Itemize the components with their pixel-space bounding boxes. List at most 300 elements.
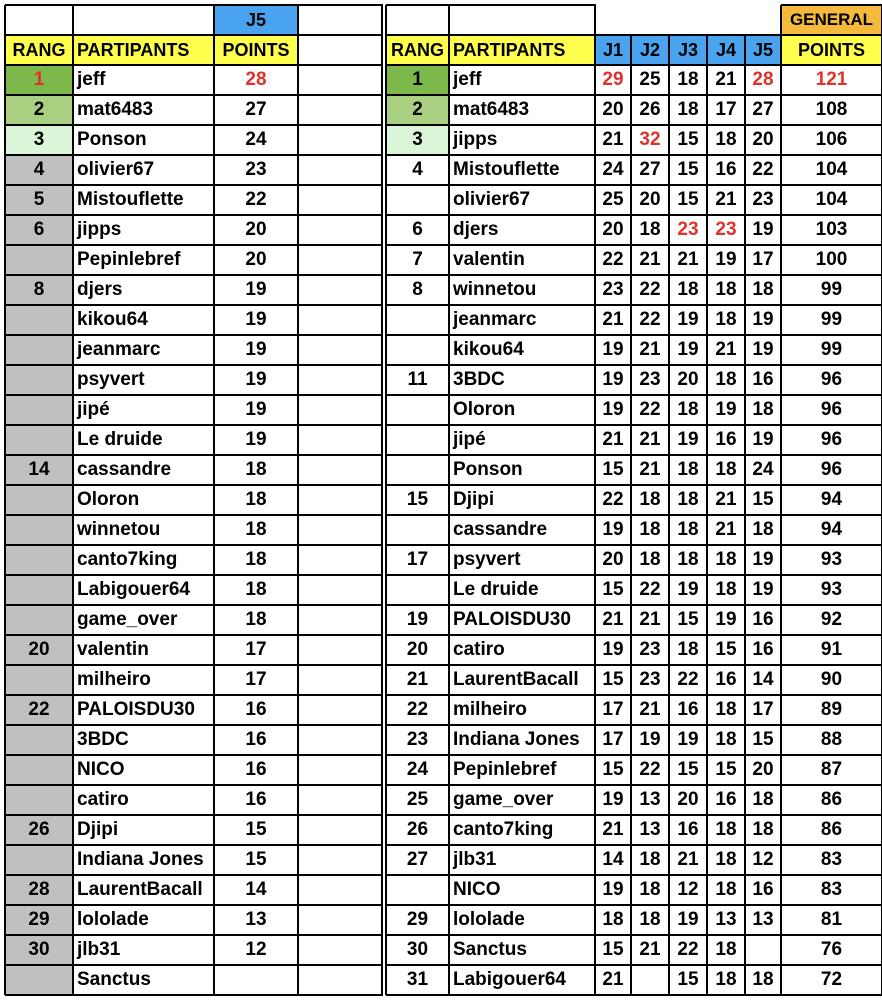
right-row-total: 91 (820, 639, 843, 660)
right-row-name: jipé (453, 429, 486, 450)
right-row-j4-score: 13 (715, 909, 737, 930)
right-row-j3-score: 16 (677, 819, 699, 840)
right-header-points: POINTS (797, 40, 865, 60)
grid-hline (298, 934, 383, 936)
grid-hline (298, 394, 383, 396)
right-row-j4-score: 18 (715, 879, 737, 900)
right-row-rank: 19 (406, 609, 429, 630)
right-row-name: NICO (453, 879, 501, 900)
grid-hline (298, 874, 383, 876)
right-row-j5-score: 27 (752, 99, 774, 120)
left-row-points: 28 (245, 69, 267, 90)
right-row-j4-score: 18 (715, 279, 737, 300)
grid-hline (298, 694, 383, 696)
left-row-points: 19 (245, 369, 267, 390)
left-row-rank (5, 725, 73, 755)
grid-hline (298, 994, 383, 996)
right-row-j3-score: 19 (677, 309, 699, 330)
right-row-name: jeanmarc (453, 309, 537, 330)
right-row-j1-score: 21 (602, 969, 624, 990)
right-row-j5-score: 18 (752, 399, 774, 420)
left-row-points: 20 (245, 249, 267, 270)
left-row-name: jipé (77, 399, 110, 420)
grid-hline (298, 754, 383, 756)
right-row-total: 83 (820, 849, 843, 870)
left-row-rank: 6 (33, 219, 45, 240)
left-row-points: 19 (245, 339, 267, 360)
right-row-total: 94 (820, 489, 843, 510)
grid-hline (298, 304, 383, 306)
right-row-j1-score: 20 (602, 549, 624, 570)
right-row-total: 96 (820, 369, 843, 390)
right-row-j2-score: 22 (639, 759, 661, 780)
right-row-j3-score: 19 (677, 729, 699, 750)
left-row-rank (5, 575, 73, 605)
left-row-name: canto7king (77, 549, 178, 570)
right-row-j2-score (631, 965, 669, 995)
right-row-j4-score: 18 (715, 549, 737, 570)
left-row-points: 18 (245, 489, 267, 510)
right-row-j5-score: 12 (752, 849, 774, 870)
left-row-points: 13 (245, 909, 267, 930)
right-row-j5-score: 19 (752, 579, 774, 600)
grid-hline (298, 784, 383, 786)
right-row-j5-score: 22 (752, 159, 774, 180)
right-row-j5-score: 17 (752, 249, 774, 270)
left-row-rank: 3 (33, 129, 45, 150)
right-row-j2-score: 26 (639, 99, 661, 120)
left-row-name: PALOISDU30 (77, 699, 195, 720)
left-row-points: 16 (245, 729, 267, 750)
right-row-j2-score: 21 (639, 249, 661, 270)
right-row-name: cassandre (453, 519, 548, 540)
right-row-j4-score: 17 (715, 99, 737, 120)
right-row-j1-score: 19 (602, 789, 624, 810)
left-row-rank: 26 (28, 819, 50, 840)
left-row-points: 19 (245, 279, 267, 300)
right-row-rank (386, 395, 449, 425)
right-row-name: jlb31 (453, 849, 497, 870)
spreadsheet (5, 5, 882, 995)
right-row-j2-score: 22 (639, 399, 661, 420)
grid-hline (298, 334, 383, 336)
left-row-name: Mistouflette (77, 189, 184, 210)
right-row-j4-score: 18 (715, 459, 737, 480)
right-row-name: Mistouflette (453, 159, 560, 180)
right-row-rank: 15 (406, 489, 429, 510)
right-row-j3-score: 19 (677, 579, 699, 600)
grid-hline (298, 514, 383, 516)
right-row-j3-score: 23 (677, 219, 699, 240)
right-row-j2-score: 22 (639, 279, 661, 300)
right-row-total: 87 (820, 759, 843, 780)
grid-hline (298, 904, 383, 906)
right-row-j5-score: 19 (752, 339, 774, 360)
right-row-j3-score: 15 (677, 159, 699, 180)
right-row-j4-score: 19 (715, 249, 737, 270)
right-row-j1-score: 24 (602, 159, 624, 180)
right-row-rank: 17 (406, 549, 429, 570)
right-row-j5-score: 24 (752, 459, 774, 480)
left-row-rank: 4 (33, 159, 45, 180)
right-row-j5-score: 18 (752, 819, 774, 840)
right-row-rank (386, 425, 449, 455)
left-row-name: lololade (77, 909, 149, 930)
right-row-j3-score: 18 (677, 459, 699, 480)
right-row-j2-score: 21 (639, 339, 661, 360)
left-row-name: jeanmarc (77, 339, 161, 360)
left-row-points: 16 (245, 699, 267, 720)
left-row-rank (5, 395, 73, 425)
right-row-j2-score: 18 (639, 549, 661, 570)
left-row-points: 27 (245, 99, 267, 120)
grid-hline (298, 154, 383, 156)
grid-hline (298, 814, 383, 816)
right-header-j3: J3 (677, 40, 699, 60)
left-row-points: 19 (245, 429, 267, 450)
grid-hline (298, 34, 383, 36)
right-row-name: lololade (453, 909, 525, 930)
left-row-points: 17 (245, 639, 267, 660)
right-row-name: 3BDC (453, 369, 505, 390)
right-row-j5-score: 28 (752, 69, 774, 90)
left-row-points: 20 (245, 219, 267, 240)
left-row-name: Oloron (77, 489, 140, 510)
right-row-rank (386, 305, 449, 335)
left-row-rank (5, 665, 73, 695)
right-row-total: 100 (815, 249, 848, 270)
grid-hline (298, 4, 383, 6)
right-row-j2-score: 18 (639, 909, 661, 930)
grid-hline (298, 964, 383, 966)
right-row-j4-score: 18 (715, 939, 737, 960)
right-row-j1-score: 14 (602, 849, 624, 870)
right-row-j1-score: 15 (602, 939, 624, 960)
right-row-j3-score: 20 (677, 369, 699, 390)
grid-hline (298, 274, 383, 276)
left-row-name: Labigouer64 (77, 579, 190, 600)
grid-hline (298, 364, 383, 366)
left-row-points: 19 (245, 399, 267, 420)
right-row-rank (386, 875, 449, 905)
right-row-name: catiro (453, 639, 505, 660)
right-row-j4-score: 19 (715, 399, 737, 420)
left-row-rank: 2 (33, 99, 45, 120)
right-row-name: Ponson (453, 459, 523, 480)
left-row-rank (5, 515, 73, 545)
right-row-total: 90 (820, 669, 843, 690)
right-row-j5-score: 16 (752, 879, 774, 900)
right-row-rank: 29 (406, 909, 429, 930)
right-row-rank: 26 (406, 819, 429, 840)
grid-hline (298, 544, 383, 546)
right-row-j3-score: 18 (677, 279, 699, 300)
right-row-j4-score: 21 (715, 489, 737, 510)
right-row-j1-score: 19 (602, 519, 624, 540)
right-row-j1-score: 15 (602, 669, 624, 690)
right-row-rank: 8 (412, 279, 423, 300)
grid-hline (298, 604, 383, 606)
right-row-rank: 1 (412, 69, 423, 90)
left-row-points: 18 (245, 609, 267, 630)
grid-hline (298, 124, 383, 126)
right-row-j5-score: 19 (752, 219, 774, 240)
right-row-j3-score: 18 (677, 99, 699, 120)
grid-hline (298, 634, 383, 636)
left-row-name: 3BDC (77, 729, 129, 750)
left-row-points: 18 (245, 579, 267, 600)
right-row-j2-score: 20 (639, 189, 661, 210)
right-row-j4-score: 21 (715, 69, 737, 90)
right-row-j2-score: 18 (639, 519, 661, 540)
right-row-total: 93 (820, 579, 843, 600)
right-row-rank: 6 (412, 219, 423, 240)
right-row-j3-score: 18 (677, 639, 699, 660)
right-row-j2-score: 22 (639, 309, 661, 330)
right-row-name: jeff (453, 69, 482, 90)
right-header-rang: RANG (391, 40, 444, 60)
right-header-j1: J1 (602, 40, 624, 60)
right-row-j5-score: 15 (752, 489, 774, 510)
right-row-j4-score: 15 (715, 639, 737, 660)
left-row-name: kikou64 (77, 309, 148, 330)
right-row-total: 83 (820, 879, 843, 900)
right-row-j4-score: 16 (715, 429, 737, 450)
right-row-j5-score: 15 (752, 729, 774, 750)
right-row-j3-score: 15 (677, 129, 699, 150)
right-row-j2-score: 25 (639, 69, 661, 90)
right-row-j5-score: 20 (752, 129, 774, 150)
left-row-points: 22 (245, 189, 267, 210)
left-row-name: Le druide (77, 429, 163, 450)
right-row-rank: 4 (412, 159, 423, 180)
left-row-rank: 30 (28, 939, 50, 960)
right-row-j1-score: 18 (602, 909, 624, 930)
right-row-total: 93 (820, 549, 843, 570)
right-row-j1-score: 19 (602, 639, 624, 660)
right-row-j4-score: 18 (715, 969, 737, 990)
right-row-j2-score: 32 (639, 129, 661, 150)
left-row-rank (5, 545, 73, 575)
right-row-total: 72 (820, 969, 843, 990)
grid-hline (298, 664, 383, 666)
right-row-rank: 31 (406, 969, 429, 990)
left-row-name: valentin (77, 639, 149, 660)
left-row-rank: 29 (28, 909, 50, 930)
right-header-j2: J2 (639, 40, 661, 60)
right-row-j3-score: 15 (677, 189, 699, 210)
right-row-j2-score: 21 (639, 609, 661, 630)
right-row-j4-score: 16 (715, 159, 737, 180)
right-row-rank: 24 (406, 759, 429, 780)
right-row-name: PALOISDU30 (453, 609, 571, 630)
left-row-points: 18 (245, 459, 267, 480)
right-row-j5-score: 18 (752, 279, 774, 300)
right-row-total: 86 (820, 819, 843, 840)
right-row-rank: 23 (406, 729, 429, 750)
left-row-rank (5, 485, 73, 515)
right-row-total: 76 (820, 939, 843, 960)
grid-hline (298, 724, 383, 726)
right-row-rank: 30 (406, 939, 429, 960)
right-row-rank: 2 (412, 99, 423, 120)
right-row-j3-score: 21 (677, 249, 699, 270)
right-row-j1-score: 29 (602, 69, 624, 90)
right-row-j2-score: 13 (639, 819, 661, 840)
left-row-name: jeff (77, 69, 106, 90)
right-row-total: 106 (815, 129, 848, 150)
right-row-rank: 7 (412, 249, 423, 270)
right-row-j2-score: 13 (639, 789, 661, 810)
right-row-j4-score: 18 (715, 849, 737, 870)
general-label: GENERAL (789, 10, 874, 29)
right-row-j5-score: 18 (752, 519, 774, 540)
right-row-j3-score: 15 (677, 969, 699, 990)
grid-hline (298, 844, 383, 846)
left-row-points: 14 (245, 879, 267, 900)
grid-hline (298, 424, 383, 426)
right-row-rank: 27 (406, 849, 429, 870)
right-row-name: Pepinlebref (453, 759, 557, 780)
left-row-name: psyvert (77, 369, 145, 390)
left-row-points: 19 (245, 309, 267, 330)
right-row-j2-score: 21 (639, 939, 661, 960)
grid-hline (298, 574, 383, 576)
grid-hline (298, 94, 383, 96)
right-row-rank: 22 (406, 699, 429, 720)
right-header-j4: J4 (715, 40, 737, 60)
right-row-j3-score: 19 (677, 429, 699, 450)
right-row-name: Le druide (453, 579, 539, 600)
right-row-j1-score: 19 (602, 369, 624, 390)
left-row-name: NICO (77, 759, 125, 780)
right-row-j2-score: 18 (639, 219, 661, 240)
right-row-j1-score: 22 (602, 489, 624, 510)
grid-hline (298, 484, 383, 486)
right-row-j1-score: 19 (602, 879, 624, 900)
right-row-j4-score: 19 (715, 609, 737, 630)
right-row-rank (386, 455, 449, 485)
grid-hline (298, 244, 383, 246)
right-row-total: 88 (820, 729, 843, 750)
right-row-j1-score: 19 (602, 339, 624, 360)
right-row-j1-score: 17 (602, 699, 624, 720)
right-row-total: 99 (820, 339, 843, 360)
left-row-rank (5, 365, 73, 395)
right-row-j4-score: 16 (715, 669, 737, 690)
right-row-j3-score: 19 (677, 909, 699, 930)
right-row-total: 99 (820, 279, 843, 300)
left-row-points: 18 (245, 549, 267, 570)
right-row-j2-score: 18 (639, 489, 661, 510)
right-row-j1-score: 21 (602, 429, 624, 450)
right-row-j4-score: 21 (715, 339, 737, 360)
grid-hline (298, 184, 383, 186)
left-row-name: Djipi (77, 819, 119, 840)
right-row-j1-score: 15 (602, 579, 624, 600)
right-row-j2-score: 21 (639, 459, 661, 480)
right-row-total: 94 (820, 519, 843, 540)
right-row-j5-score: 20 (752, 759, 774, 780)
right-row-j1-score: 21 (602, 309, 624, 330)
right-row-j2-score: 23 (639, 369, 661, 390)
right-row-j1-score: 15 (602, 459, 624, 480)
right-row-j4-score: 15 (715, 759, 737, 780)
grid-hline (298, 64, 383, 66)
right-row-j4-score: 18 (715, 309, 737, 330)
right-row-name: LaurentBacall (453, 669, 579, 690)
left-row-points: 24 (245, 129, 267, 150)
left-row-name: winnetou (77, 519, 161, 540)
right-row-name: Labigouer64 (453, 969, 566, 990)
left-row-name: cassandre (77, 459, 172, 480)
right-row-total: 103 (815, 219, 848, 240)
right-row-name: mat6483 (453, 99, 530, 120)
right-row-total: 92 (820, 609, 843, 630)
right-row-j5-score: 16 (752, 609, 774, 630)
left-row-rank (5, 425, 73, 455)
right-row-j3-score: 18 (677, 399, 699, 420)
right-row-j2-score: 18 (639, 879, 661, 900)
left-row-name: jipps (77, 219, 122, 240)
right-row-j5-score: 18 (752, 789, 774, 810)
right-row-total: 96 (820, 399, 843, 420)
right-row-j2-score: 23 (639, 639, 661, 660)
right-row-j5-score: 16 (752, 369, 774, 390)
right-row-j3-score: 20 (677, 789, 699, 810)
right-row-j2-score: 23 (639, 669, 661, 690)
right-row-total: 121 (815, 69, 848, 90)
right-row-rank (386, 185, 449, 215)
right-row-total: 86 (820, 789, 843, 810)
left-row-points: 15 (245, 819, 267, 840)
right-row-total: 81 (820, 909, 843, 930)
left-row-rank (5, 785, 73, 815)
right-row-j1-score: 20 (602, 219, 624, 240)
right-row-name: Indiana Jones (453, 729, 580, 750)
left-row-rank (5, 605, 73, 635)
left-row-points: 16 (245, 759, 267, 780)
left-row-name: Pepinlebref (77, 249, 181, 270)
right-row-total: 89 (820, 699, 843, 720)
left-row-rank: 22 (28, 699, 50, 720)
right-row-j3-score: 12 (677, 879, 699, 900)
right-row-rank: 3 (412, 129, 423, 150)
right-row-j1-score: 23 (602, 279, 624, 300)
right-row-j3-score: 18 (677, 549, 699, 570)
right-row-name: valentin (453, 249, 525, 270)
left-row-name: mat6483 (77, 99, 154, 120)
left-row-points (214, 965, 298, 995)
left-row-rank: 14 (28, 459, 50, 480)
right-row-j5-score: 19 (752, 549, 774, 570)
left-header-rang: RANG (12, 40, 66, 60)
right-row-rank: 20 (406, 639, 429, 660)
left-row-rank: 20 (28, 639, 50, 660)
right-row-j3-score: 15 (677, 759, 699, 780)
right-row-j4-score: 18 (715, 699, 737, 720)
right-row-rank: 11 (407, 369, 428, 390)
right-row-j3-score: 18 (677, 489, 699, 510)
left-row-points: 16 (245, 789, 267, 810)
right-row-total: 104 (815, 189, 848, 210)
right-row-total: 99 (820, 309, 843, 330)
right-row-j1-score: 25 (602, 189, 624, 210)
right-row-j5-score: 17 (752, 699, 774, 720)
left-row-name: Ponson (77, 129, 147, 150)
left-row-name: olivier67 (77, 159, 155, 180)
right-row-j1-score: 22 (602, 249, 624, 270)
